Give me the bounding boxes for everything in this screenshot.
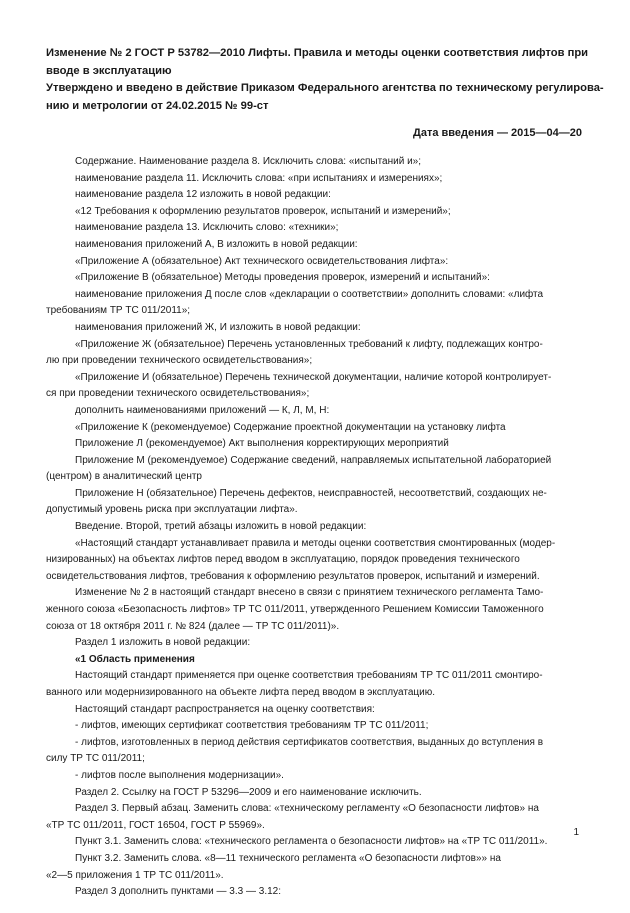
body-line: Содержание. Наименование раздела 8. Исключить слова: «испытаний и»;: [75, 156, 421, 167]
body-line: допустимый уровень риска при эксплуатации лифта».: [46, 504, 298, 516]
body-line: «Приложение А (обязательное) Акт технического освидетельствования лифта»:: [75, 255, 449, 267]
body-line: «Настоящий стандарт устанавливает правила и методы оценки соответствия смонтированных (модер-: [75, 537, 556, 549]
body-line: - лифтов, изготовленных в период действия сертификатов соответствия, выданных до вступления в: [75, 736, 544, 748]
body-line: «Приложение В (обязательное) Методы проведения проверок, измерений и испытаний»:: [75, 272, 490, 284]
body-line: ся при проведении технического освидетельствования»;: [46, 388, 310, 400]
body-line: «Приложение К (рекомендуемое) Содержание проектной документации на установку лифта: [75, 421, 506, 433]
body-line: «2—5 приложения 1 ТР ТС 011/2011».: [46, 869, 224, 881]
body-line: Настоящий стандарт применяется при оценке соответствия требованиям ТР ТС 011/2011 смонтиро-: [75, 670, 543, 682]
body-line: наименования приложений А, В изложить в новой редакции:: [75, 238, 358, 250]
body-line: лю при проведении технического освидетельствования»;: [46, 355, 313, 367]
body-line: Введение. Второй, третий абзацы изложить в новой редакции:: [75, 521, 367, 533]
body-line: Изменение № 2 в настоящий стандарт внесено в связи с принятием технического регламента Тамо-: [75, 587, 544, 599]
body-line: наименования приложений Ж, И изложить в новой редакции:: [75, 321, 361, 333]
title-line: вводе в эксплуатацию: [46, 64, 172, 77]
body-line: «Приложение И (обязательное) Перечень технической документации, наличие которой контролирует-: [75, 371, 552, 383]
section-heading: «1 Область применения: [75, 653, 195, 665]
body-line: наименование раздела 13. Исключить слово: «техники»;: [75, 222, 339, 234]
body-line: (центром) в аналитический центр: [46, 471, 202, 483]
body-line: женного союза «Безопасность лифтов» ТР ТС 011/2011, утвержденного Решением Комиссии Таможенного: [46, 604, 544, 616]
body-line: Раздел 1 изложить в новой редакции:: [75, 637, 251, 649]
body-line: дополнить наименованиями приложений — К, Л, М, Н:: [75, 404, 330, 416]
body-line: наименование раздела 12 изложить в новой редакции:: [75, 189, 331, 201]
page-number: 1: [573, 827, 579, 838]
body-line: «Приложение Ж (обязательное) Перечень установленных требований к лифту, подлежащих контро-: [75, 338, 543, 350]
body-line: Приложение Н (обязательное) Перечень дефектов, неисправностей, несоответствий, создающих не-: [75, 487, 547, 499]
body-line: «12 Требования к оформлению результатов проверок, испытаний и измерений»;: [75, 205, 451, 217]
approval-line: Утверждено и введено в действие Приказом Федерального агентства по техническому регулирова-: [46, 82, 604, 94]
body-line: - лифтов после выполнения модернизации».: [75, 769, 284, 781]
document-body: [46, 154, 584, 901]
body-line: наименование приложения Д после слов «декларации о соответствии» дополнить словами: «лифта: [75, 288, 544, 300]
body-line: Раздел 3. Первый абзац. Заменить слова: «техническому регламенту «О безопасности лифтов» на: [75, 803, 539, 815]
body-line: Раздел 3 дополнить пунктами — 3.3 — 3.12:: [75, 886, 282, 898]
title-line: Изменение № 2 ГОСТ Р 53782—2010 Лифты. Правила и методы оценки соответствия лифтов при: [46, 47, 589, 59]
body-line: наименование раздела 11. Исключить слова: «при испытаниях и измерениях»;: [75, 172, 443, 184]
body-line: Пункт 3.1. Заменить слова: «технического регламента о безопасности лифтов» на «ТР ТС 011/2011».: [75, 836, 548, 848]
body-line: Приложение Л (рекомендуемое) Акт выполнения корректирующих мероприятий: [75, 438, 449, 450]
body-line: Приложение М (рекомендуемое) Содержание сведений, направляемых испытательной лабораторией: [75, 454, 552, 466]
body-line: Пункт 3.2. Заменить слова. «8—11 технического регламента «О безопасности лифтов»» на: [75, 852, 501, 864]
approval-line: нию и метрологии от 24.02.2015 № 99-ст: [46, 99, 269, 112]
body-line: союза от 18 октября 2011 г. № 824 (далее — ТР ТС 011/2011)».: [46, 620, 340, 632]
body-line: освидетельствования лифтов, требования к оформлению результатов проверок, испытаний и измерений.: [46, 570, 540, 582]
document-header: [46, 45, 604, 115]
body-line: «ТР ТС 011/2011, ГОСТ 16504, ГОСТ Р 55969».: [46, 819, 265, 831]
body-line: низированных) на объектах лифтов перед вводом в эксплуатацию, порядок проведения технического: [46, 554, 520, 566]
body-line: - лифтов, имеющих сертификат соответствия требованиям ТР ТС 011/2011;: [75, 720, 429, 732]
body-line: требованиям ТР ТС 011/2011»;: [46, 305, 191, 317]
effective-date: Дата введения — 2015—04—20: [413, 127, 582, 139]
body-line: ванного или модернизированного на объекте лифта перед вводом в эксплуатацию.: [46, 687, 435, 698]
body-line: Настоящий стандарт распространяется на оценку соответствия:: [75, 703, 375, 715]
body-line: Раздел 2. Ссылку на ГОСТ Р 53296—2009 и его наименование исключить.: [75, 786, 422, 798]
body-line: силу ТР ТС 011/2011;: [46, 753, 145, 765]
